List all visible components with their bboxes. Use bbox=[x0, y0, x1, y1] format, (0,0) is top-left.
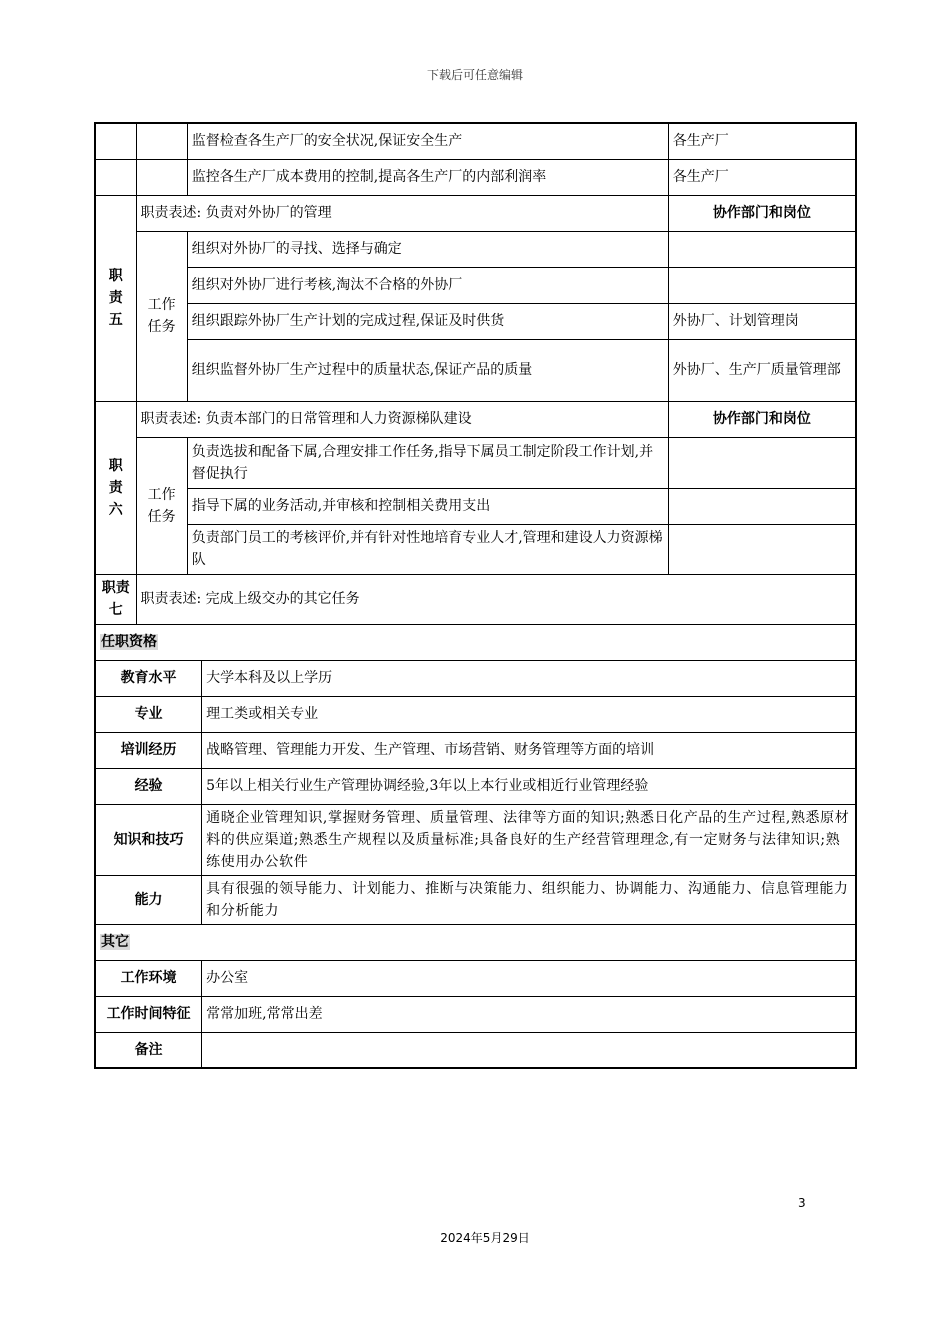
table-row bbox=[95, 123, 856, 159]
other-value bbox=[202, 1032, 856, 1068]
task-cell: 负责选拔和配备下属,合理安排工作任务,指导下属员工制定阶段工作计划,并督促执行 bbox=[187, 437, 668, 488]
qualification-value: 通晓企业管理知识,掌握财务管理、质量管理、法律等方面的知识;熟悉日化产品的生产过程,熟悉原材料的供应渠道;熟悉生产规程以及质量标准;具备良好的生产经营管理理念,有一定财务与法律知识;熟练使用办公软件 bbox=[202, 804, 856, 875]
qualifications-title: 任职资格 bbox=[95, 624, 856, 660]
task-cell: 负责部门员工的考核评价,并有针对性地培育专业人才,管理和建设人力资源梯队 bbox=[187, 524, 668, 574]
qualification-row bbox=[95, 804, 856, 875]
qualification-row bbox=[95, 732, 856, 768]
other-row bbox=[95, 996, 856, 1032]
other-row bbox=[95, 1032, 856, 1068]
qualification-row bbox=[95, 660, 856, 696]
qualification-label: 知识和技巧 bbox=[95, 804, 202, 875]
qualification-row bbox=[95, 696, 856, 732]
qualifications-section-row bbox=[95, 624, 856, 660]
task-cell: 组织跟踪外协厂生产计划的完成过程,保证及时供货 bbox=[187, 303, 668, 339]
duty5-label: 职 责 五 bbox=[95, 195, 136, 401]
duty6-statement-row bbox=[95, 401, 856, 437]
duty7-statement: 职责表述: 完成上级交办的其它任务 bbox=[136, 574, 856, 624]
dept-cell bbox=[668, 231, 856, 267]
collab-header: 协作部门和岗位 bbox=[668, 401, 856, 437]
table-row bbox=[95, 267, 856, 303]
footer-date: 2024年5月29日 bbox=[440, 1231, 530, 1245]
page-number: 3 bbox=[798, 1196, 806, 1210]
other-value: 常常加班,常常出差 bbox=[202, 996, 856, 1032]
other-title: 其它 bbox=[95, 924, 856, 960]
dept-cell: 各生产厂 bbox=[668, 123, 856, 159]
table-row bbox=[95, 303, 856, 339]
duty7-row bbox=[95, 574, 856, 624]
other-label: 工作时间特征 bbox=[95, 996, 202, 1032]
other-label: 备注 bbox=[95, 1032, 202, 1068]
work-task-label: 工作 任务 bbox=[136, 437, 187, 574]
qualification-value: 理工类或相关专业 bbox=[202, 696, 856, 732]
task-cell: 监控各生产厂成本费用的控制,提高各生产厂的内部利润率 bbox=[187, 159, 668, 195]
qualification-value: 战略管理、管理能力开发、生产管理、市场营销、财务管理等方面的培训 bbox=[202, 732, 856, 768]
qualification-row bbox=[95, 768, 856, 804]
table-row bbox=[95, 488, 856, 524]
task-cell: 组织监督外协厂生产过程中的质量状态,保证产品的质量 bbox=[187, 339, 668, 401]
dept-cell bbox=[668, 524, 856, 574]
table-row bbox=[95, 231, 856, 267]
qualification-value: 具有很强的领导能力、计划能力、推断与决策能力、组织能力、协调能力、沟通能力、信息管理能力和分析能力 bbox=[202, 875, 856, 924]
qualification-label: 专业 bbox=[95, 696, 202, 732]
dept-cell: 各生产厂 bbox=[668, 159, 856, 195]
table-row bbox=[95, 339, 856, 401]
duty6-label: 职 责 六 bbox=[95, 401, 136, 574]
table-row bbox=[95, 159, 856, 195]
other-value: 办公室 bbox=[202, 960, 856, 996]
qualification-value: 5年以上相关行业生产管理协调经验,3年以上本行业或相近行业管理经验 bbox=[202, 768, 856, 804]
table-row bbox=[95, 437, 856, 488]
task-cell: 组织对外协厂的寻找、选择与确定 bbox=[187, 231, 668, 267]
dept-cell bbox=[668, 437, 856, 488]
table-row bbox=[95, 524, 856, 574]
task-cell: 监督检查各生产厂的安全状况,保证安全生产 bbox=[187, 123, 668, 159]
job-description-table bbox=[94, 122, 857, 1069]
qualification-label: 能力 bbox=[95, 875, 202, 924]
task-cell: 指导下属的业务活动,并审核和控制相关费用支出 bbox=[187, 488, 668, 524]
duty5-statement: 职责表述: 负责对外协厂的管理 bbox=[136, 195, 668, 231]
duty6-statement: 职责表述: 负责本部门的日常管理和人力资源梯队建设 bbox=[136, 401, 668, 437]
dept-cell bbox=[668, 267, 856, 303]
qualification-value: 大学本科及以上学历 bbox=[202, 660, 856, 696]
dept-cell: 外协厂、生产厂质量管理部 bbox=[668, 339, 856, 401]
qualification-label: 培训经历 bbox=[95, 732, 202, 768]
page-header: 下载后可任意编辑 bbox=[426, 68, 523, 82]
dept-cell: 外协厂、计划管理岗 bbox=[668, 303, 856, 339]
duty5-statement-row bbox=[95, 195, 856, 231]
qualification-row bbox=[95, 875, 856, 924]
duty7-label: 职责 七 bbox=[95, 574, 136, 624]
qualification-label: 经验 bbox=[95, 768, 202, 804]
other-row bbox=[95, 960, 856, 996]
qualification-label: 教育水平 bbox=[95, 660, 202, 696]
other-label: 工作环境 bbox=[95, 960, 202, 996]
dept-cell bbox=[668, 488, 856, 524]
work-task-label: 工作 任务 bbox=[136, 231, 187, 401]
task-cell: 组织对外协厂进行考核,淘汰不合格的外协厂 bbox=[187, 267, 668, 303]
collab-header: 协作部门和岗位 bbox=[668, 195, 856, 231]
other-section-row bbox=[95, 924, 856, 960]
